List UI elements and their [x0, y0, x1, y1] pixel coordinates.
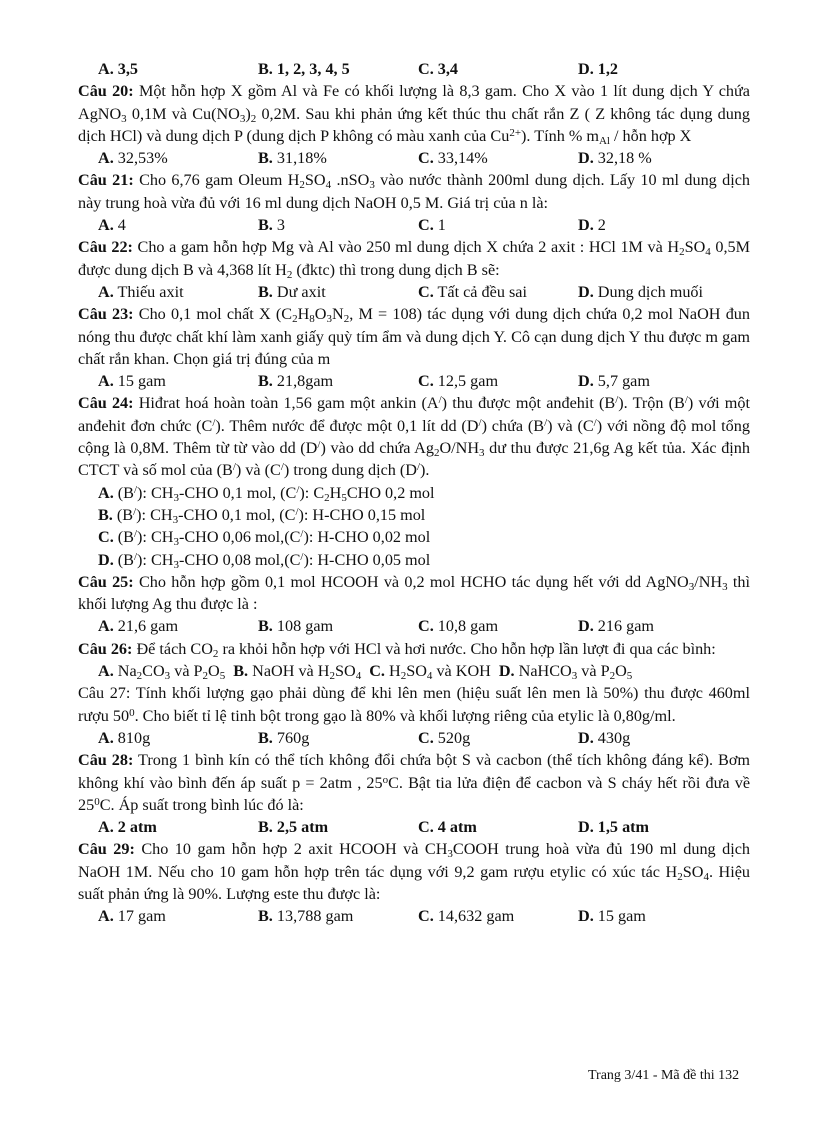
q25-option-c: C. 10,8 gam [418, 617, 499, 636]
q25-option-a: A. 21,6 gam [98, 617, 179, 636]
q26-option-c: C. $H_2SO_4$ và KOH [369, 662, 491, 683]
q29-option-b: B. 13,788 gam [258, 907, 354, 926]
q26-answers [78, 660, 750, 682]
question-25: Câu 25: Cho hỗn hợp gồm 0,1 mol HCOOH và 0,2 mol HCHO tác dụng hết với dd $AgNO_3/NH_3$ thì khối lượng Ag thu được là : [78, 572, 750, 614]
q19-option-a: A. 3,5 [98, 60, 139, 78]
q20-option-b: B. 31,18% [258, 149, 327, 168]
q29-option-c: C. 14,632 gam [418, 907, 515, 926]
q21-answers [78, 214, 750, 236]
exam-page [78, 58, 750, 928]
q24-option-c: C. (B/): $CH_3$-CHO 0,06 mol,(C/): H-CHO 0,02 mol [98, 528, 431, 549]
q29-answers [78, 905, 750, 927]
q21-option-a: A. 4 [98, 216, 126, 235]
page-footer: Trang 3/41 - Mã đề thi 132 [588, 1068, 740, 1083]
q20-option-c: C. 33,14% [418, 149, 488, 168]
question-23: Câu 23: Cho 0,1 mol chất X ($C_2H_8O_3N_2$, M = 108) tác dụng với dung dịch chứa 0,2 mol NaOH đun nóng thu được chất khí làm xanh giấy quỳ tím ẩm và dung dịch Y. Cô cạn dung dịch Y thu được m gam chất rắn khan. Chọn giá trị đúng của m [78, 305, 750, 368]
question-22: Câu 22: Cho a gam hỗn hợp Mg và Al vào 250 ml dung dịch X chứa 2 axit : HCl 1M và $H_2SO_4$ 0,5M được dung dịch B và 4,368 lít $H_2$ (đktc) thì trong dung dịch B sẽ: [78, 238, 750, 281]
q23-option-b: B. 21,8gam [258, 372, 334, 391]
q22-option-d: D. Dung dịch muối [578, 282, 704, 301]
question-29: Câu 29: Cho 10 gam hỗn hợp 2 axit HCOOH và $CH_3COOH$ trung hoà vừa đủ 190 ml dung dịch NaOH 1M. Nếu cho 10 gam hỗn hợp trên tác dụng với 9,2 gam rượu etylic có xúc tác $H_2SO_4$. Hiệu suất phản ứng là 90%. Lượng este thu được là: [78, 840, 750, 903]
q27-option-d: D. 430g [578, 728, 631, 747]
q19-option-c: C. 3,4 [418, 60, 459, 78]
q28-option-b: B. 2,5 atm [258, 818, 329, 837]
q23-option-c: C. 12,5 gam [418, 372, 499, 391]
q22-option-c: C. Tất cả đều sai [418, 282, 527, 301]
q24-answers [78, 482, 750, 571]
question-20: Câu 20: Một hỗn hợp X gồm Al và Fe có khối lượng là 8,3 gam. Cho X vào 1 lít dung dịch Y chứa AgNO$_3$ 0,1M và $Cu(NO_3)_2$ 0,2M. Sau khi phản ứng kết thúc thu chất rắn Z ( Z không tác dụng dung dịch HCl) và dung dịch P (dung dịch P không có màu xanh của $Cu^{2+}$). Tính % $m_{Al}$ / hỗn hợp X [78, 82, 750, 147]
q26-option-b: B. NaOH và $H_2SO_4$ [233, 662, 362, 683]
q25-option-b: B. 108 gam [258, 617, 334, 636]
q27-option-a: A. 810g [98, 728, 151, 747]
q23-option-a: A. 15 gam [98, 372, 166, 391]
q27-option-c: C. 520g [418, 728, 471, 747]
question-28: Câu 28: Trong 1 bình kín có thể tích không đổi chứa bột S và cacbon (thể tích không đáng kể). Bơm không khí vào bình đến áp suất p = 2atm , 25$^o$C. Bật tia lửa điện để cacbon và S cháy hết rồi đưa về $25^0C$. Áp suất trong bình lúc đó là: [78, 751, 751, 814]
question-21: Câu 21: Cho 6,76 gam Oleum $H_2SO_4$ .nSO$_3$ vào nước thành 200ml dung dịch. Lấy 10 ml dung dịch này trung hoà vừa đủ với 16 ml dung dịch NaOH 0,5 M. Giá trị của n là: [78, 171, 750, 212]
q21-option-c: C. 1 [418, 216, 446, 235]
q19-option-d: D. 1,2 [578, 60, 619, 78]
q25-answers [78, 615, 750, 637]
q23-option-d: D. 5,7 gam [578, 372, 650, 391]
q22-option-a: A. Thiếu axit [98, 282, 184, 301]
q22-option-b: B. Dư axit [258, 282, 326, 301]
question-27: Câu 27: Tính khối lượng gạo phải dùng để khi lên men (hiệu suất lên men là 50%) thu được 460ml rượu $50^0$. Cho biết tỉ lệ tinh bột trong gạo là 80% và khối lượng riêng của etylic là 0,80g/ml. [78, 684, 750, 725]
q23-answers [78, 370, 750, 392]
q20-option-a: A. 32,53% [98, 149, 168, 168]
q28-option-c: C. 4 atm [418, 818, 477, 837]
question-24: Câu 24: Hiđrat hoá hoàn toàn 1,56 gam một ankin (A/) thu được một anđehit (B/). Trộn (B/) với một anđehit đơn chức (C/). Thêm nước để được một 0,1 lít dd (D/) chứa (B/) và (C/) với nồng độ mol tổng cộng là 0,8M. Thêm từ từ vào dd (D/) vào dd chứa $Ag_2O/NH_3$ dư thu được 21,6g Ag kết tủa. Xác định CTCT và số mol của (B/) và (C/) trong dung dịch (D/). [78, 394, 750, 480]
q29-option-d: D. 15 gam [578, 907, 646, 926]
q27-option-b: B. 760g [258, 728, 310, 747]
q28-option-d: D. 1,5 atm [578, 818, 650, 837]
q20-option-d: D. 32,18 % [578, 149, 652, 168]
q24-option-a: A. (B/): $CH_3$-CHO 0,1 mol, (C/): $C_2H_5CHO$ 0,2 mol [98, 483, 435, 504]
q27-answers [78, 727, 750, 749]
q29-option-a: A. 17 gam [98, 907, 166, 926]
q24-option-b: B. (B/): $CH_3$-CHO 0,1 mol, (C/): H-CHO 0,15 mol [98, 505, 426, 526]
q28-option-a: A. 2 atm [98, 818, 157, 837]
q21-option-d: D. 2 [578, 216, 606, 235]
q19-answers [78, 58, 750, 80]
q26-option-d: D. NaHCO$_3$ và $P_2O_5$ [498, 662, 633, 683]
q25-option-d: D. 216 gam [578, 617, 654, 636]
q26-option-a: A. $Na_2CO_3$ và $P_2O_5$ [98, 662, 226, 683]
q24-option-d: D. (B/): $CH_3$-CHO 0,08 mol,(C/): H-CHO 0,05 mol [98, 550, 431, 571]
q20-answers [78, 147, 750, 169]
question-26: Câu 26: Để tách $CO_2$ ra khỏi hỗn hợp với HCl và hơi nước. Cho hỗn hợp lần lượt đi qua các bình: [78, 639, 716, 660]
q21-option-b: B. 3 [258, 216, 285, 235]
q19-option-b: B. 1, 2, 3, 4, 5 [258, 60, 350, 78]
q28-answers [78, 816, 750, 838]
q22-answers [78, 281, 750, 303]
